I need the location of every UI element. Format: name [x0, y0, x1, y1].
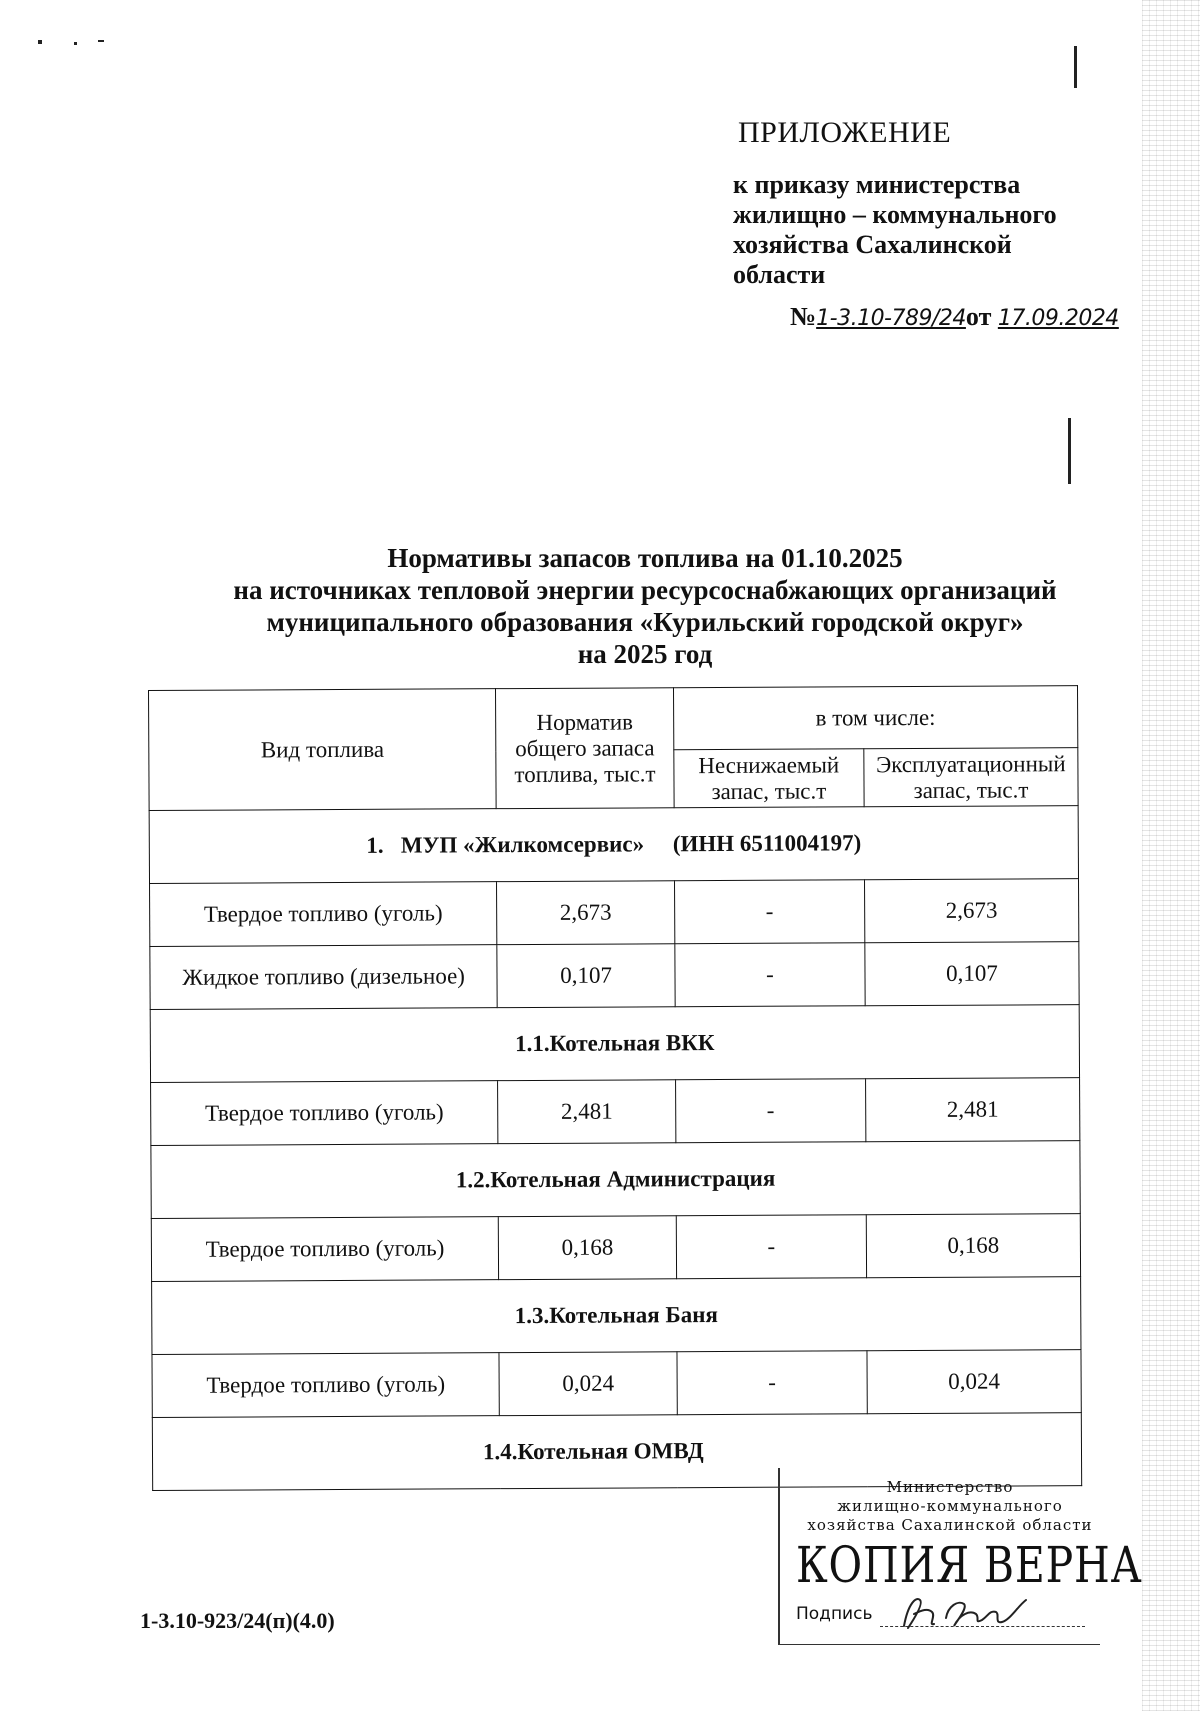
order-number: 1-3.10-789/24 [816, 306, 966, 331]
cell-minimum: - [676, 1215, 866, 1279]
header-including: в том числе: [673, 686, 1077, 750]
stamp-main-text: КОПИЯ ВЕРНА [796, 1536, 1143, 1594]
header-fuel-type: Вид топлива [149, 689, 497, 811]
table-row [152, 1350, 1081, 1418]
handwritten-signature [898, 1592, 1048, 1636]
stamp-org-line: Министерство [886, 1478, 1014, 1496]
table-row [150, 879, 1079, 947]
document-code: 1-3.10-923/24(п)(4.0) [140, 1608, 335, 1633]
appendix-line: к приказу министерства [733, 170, 1021, 199]
title-line: на источниках тепловой энергии ресурсоснабжающих организаций [233, 575, 1057, 605]
cell-total: 0,107 [497, 944, 675, 1008]
stamp-organization [800, 1478, 1100, 1535]
section-row [150, 1005, 1079, 1083]
section-row [152, 1277, 1081, 1355]
scan-noise-edge [1142, 0, 1200, 1711]
section-title: 1.4.Котельная ОМВД [152, 1413, 1081, 1491]
appendix-line: хозяйства Сахалинской [733, 230, 1012, 259]
cell-operational: 0,024 [867, 1350, 1081, 1414]
cell-total: 2,481 [498, 1080, 676, 1144]
scan-mark [98, 40, 104, 42]
scan-mark [74, 42, 77, 45]
title-line: муниципального образования «Курильский городской округ» [266, 607, 1024, 637]
cell-minimum: - [674, 880, 864, 944]
header-operational-stock: Эксплуатационный запас, тыс.т [864, 748, 1078, 807]
cell-operational: 2,481 [865, 1078, 1079, 1142]
cell-minimum: - [675, 1079, 865, 1143]
header-minimum-stock: Неснижаемый запас, тыс.т [674, 749, 864, 808]
cell-fuel: Твердое топливо (уголь) [150, 882, 498, 947]
section-title: 1.3.Котельная Баня [152, 1277, 1081, 1355]
cell-fuel: Твердое топливо (уголь) [152, 1353, 500, 1418]
section-row [149, 806, 1078, 884]
document-title [150, 542, 1140, 670]
cell-operational: 0,168 [866, 1214, 1080, 1278]
cell-minimum: - [675, 943, 865, 1007]
section-title: 1. МУП «Жилкомсервис» (ИНН 6511004197) [149, 806, 1078, 884]
appendix-line: области [733, 260, 826, 289]
table-row [151, 1078, 1080, 1146]
cell-total: 0,024 [499, 1352, 677, 1416]
copy-certified-stamp [778, 1468, 1143, 1645]
cell-total: 0,168 [499, 1216, 677, 1280]
header-total-stock: Норматив общего запаса топлива, тыс.т [496, 688, 674, 809]
stamp-org-line: жилищно-коммунального [837, 1497, 1063, 1515]
cell-fuel: Жидкое топливо (дизельное) [150, 945, 498, 1010]
appendix-reference [733, 170, 1093, 290]
scan-mark [1068, 418, 1071, 484]
title-line: Нормативы запасов топлива на 01.10.2025 [387, 543, 903, 573]
appendix-title: ПРИЛОЖЕНИЕ [738, 116, 952, 149]
table-row [151, 1214, 1080, 1282]
order-date: 17.09.2024 [997, 306, 1119, 331]
fuel-norms-table [148, 685, 1082, 1491]
order-number-prefix: № [790, 302, 817, 331]
section-row [151, 1141, 1080, 1219]
order-number-line [790, 302, 1119, 332]
order-date-prefix: от [965, 302, 992, 331]
cell-operational: 0,107 [865, 942, 1079, 1006]
cell-operational: 2,673 [864, 879, 1078, 943]
stamp-signature-label: Подпись [796, 1604, 873, 1624]
cell-total: 2,673 [497, 881, 675, 945]
title-line: на 2025 год [577, 639, 713, 669]
cell-fuel: Твердое топливо (уголь) [151, 1081, 499, 1146]
cell-minimum: - [677, 1351, 867, 1415]
scan-mark [1074, 46, 1077, 88]
cell-fuel: Твердое топливо (уголь) [151, 1217, 499, 1282]
scan-mark [38, 40, 42, 44]
stamp-org-line: хозяйства Сахалинской области [807, 1516, 1093, 1534]
appendix-line: жилищно – коммунального [733, 200, 1057, 229]
table-row [150, 942, 1079, 1010]
section-title: 1.2.Котельная Администрация [151, 1141, 1080, 1219]
section-title: 1.1.Котельная ВКК [150, 1005, 1079, 1083]
